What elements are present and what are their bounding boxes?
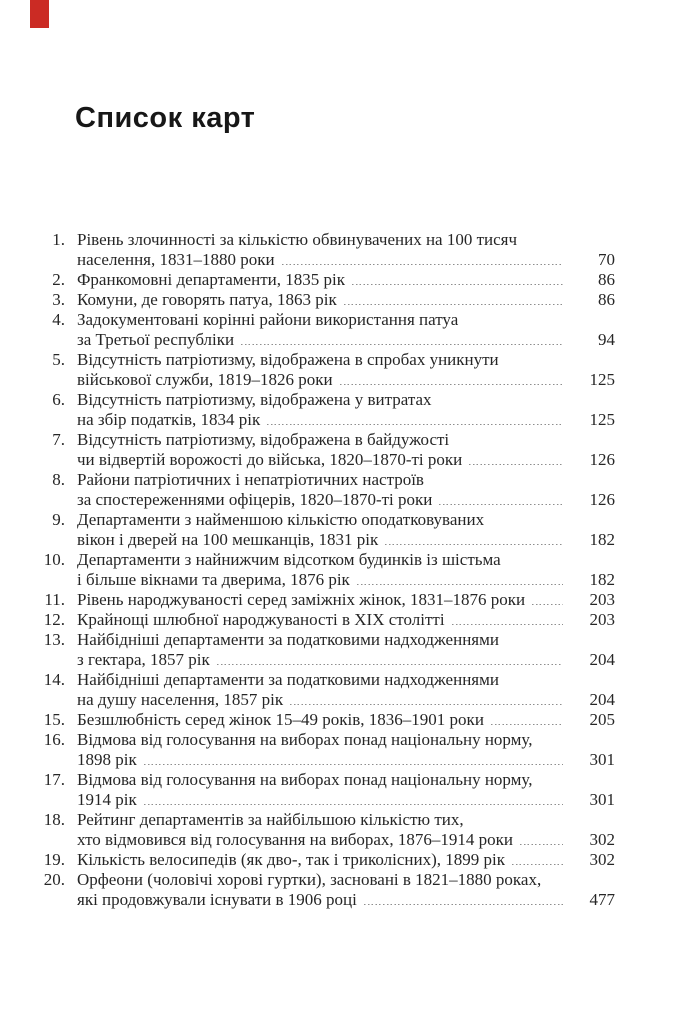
entry-line <box>77 350 615 370</box>
dot-leader <box>491 724 563 726</box>
dot-leader <box>452 624 563 626</box>
entry-number: 4. <box>52 310 65 329</box>
toc-entry <box>39 230 615 270</box>
entry-body <box>77 670 615 710</box>
entry-number: 9. <box>52 510 65 529</box>
toc-entry <box>39 630 615 670</box>
entry-text: і більше вікнами та дверима, 1876 рік <box>77 570 350 589</box>
entry-text: Рівень злочинності за кількістю обвинувачених на 100 тисяч <box>77 230 518 249</box>
dot-leader <box>532 604 563 606</box>
entry-text: Найбідніші департаменти за податковими надходженнями <box>77 630 499 649</box>
entry-text: на збір податків, 1834 рік <box>77 410 261 429</box>
entry-number: 11. <box>44 590 65 609</box>
page-title: Список карт <box>75 102 256 134</box>
entry-number: 7. <box>52 430 65 449</box>
page-number: 477 <box>589 890 615 909</box>
page-number: 70 <box>598 250 615 269</box>
entry-body <box>77 350 615 390</box>
entry-text: Відсутність патріотизму, відображена в спробах уникнути <box>77 350 499 369</box>
dot-leader <box>385 544 563 546</box>
page-number: 182 <box>589 570 615 589</box>
entry-line <box>77 670 615 690</box>
dot-leader <box>217 664 563 666</box>
page-number: 302 <box>589 830 615 849</box>
entry-text: Рейтинг департаментів за найбільшою кількістю тих, <box>77 810 464 829</box>
entry-line <box>77 890 615 910</box>
dot-leader <box>290 704 563 706</box>
entry-body <box>77 430 615 470</box>
page-number: 205 <box>589 710 615 729</box>
entry-text: за спостереженнями офіцерів, 1820–1870-ті роки <box>77 490 433 509</box>
page-number: 126 <box>589 450 615 469</box>
toc-entry <box>39 430 615 470</box>
entry-body <box>77 730 615 770</box>
dot-leader <box>340 384 563 386</box>
toc-entry <box>39 590 615 610</box>
entry-body <box>77 870 615 910</box>
entry-line <box>77 830 615 850</box>
page-number: 126 <box>589 490 615 509</box>
entry-body <box>77 810 615 850</box>
entry-number: 13. <box>43 630 65 649</box>
entry-body <box>77 230 615 270</box>
entry-text: Задокументовані корінні райони використання патуа <box>77 310 459 329</box>
entry-text: Райони патріотичних і непатріотичних настроїв <box>77 470 424 489</box>
entry-body <box>77 770 615 810</box>
entry-body <box>77 610 615 630</box>
entry-line <box>77 610 615 630</box>
toc-entry <box>39 550 615 590</box>
entry-line <box>77 570 615 590</box>
page-number: 301 <box>589 750 615 769</box>
dot-leader <box>512 864 563 866</box>
entry-number: 2. <box>52 270 65 289</box>
dot-leader <box>267 424 563 426</box>
entry-number: 14. <box>43 670 65 689</box>
entry-text: чи відвертій ворожості до війська, 1820–1870-ті роки <box>77 450 463 469</box>
toc-entry <box>39 310 615 350</box>
dot-leader <box>241 344 563 346</box>
entry-body <box>77 590 615 610</box>
page-number: 94 <box>598 330 615 349</box>
entry-number: 16. <box>43 730 65 749</box>
entry-number: 12. <box>43 610 65 629</box>
toc-entry <box>39 670 615 710</box>
dot-leader <box>469 464 563 466</box>
entry-text: хто відмовився від голосування на виборах, 1876–1914 роки <box>77 830 513 849</box>
toc-entry <box>39 870 615 910</box>
entry-line <box>77 710 615 730</box>
entry-number: 19. <box>43 850 65 869</box>
chapter-tab-marker <box>30 0 49 28</box>
toc-entry <box>39 770 615 810</box>
entry-line <box>77 690 615 710</box>
entry-line <box>77 530 615 550</box>
dot-leader <box>144 804 563 806</box>
entry-line <box>77 510 615 530</box>
entry-text: Департаменти з найменшою кількістю оподатковуваних <box>77 510 485 529</box>
entry-text: за Третьої республіки <box>77 330 235 349</box>
entry-text: населення, 1831–1880 роки <box>77 250 275 269</box>
entry-text: Безшлюбність серед жінок 15–49 років, 1836–1901 роки <box>77 710 484 729</box>
entry-text: на душу населення, 1857 рік <box>77 690 284 709</box>
entry-text: Департаменти з найнижчим відсотком будинків із шістьма <box>77 550 501 569</box>
entry-line <box>77 250 615 270</box>
entry-line <box>77 270 615 290</box>
dot-leader <box>344 304 563 306</box>
entry-number: 1. <box>52 230 65 249</box>
dot-leader <box>352 284 563 286</box>
entry-number: 6. <box>52 390 65 409</box>
entry-text: Відсутність патріотизму, відображена у витратах <box>77 390 432 409</box>
dot-leader <box>282 264 563 266</box>
entry-line <box>77 290 615 310</box>
entry-text: Орфеони (чоловічі хорові гуртки), засновані в 1821–1880 роках, <box>77 870 542 889</box>
page-number: 203 <box>589 590 615 609</box>
entry-text: Крайнощі шлюбної народжуваності в XIX столітті <box>77 610 445 629</box>
entry-text: Франкомовні департаменти, 1835 рік <box>77 270 345 289</box>
toc-entry <box>39 470 615 510</box>
entry-text: з гектара, 1857 рік <box>77 650 210 669</box>
entry-line <box>77 810 615 830</box>
entry-text: які продовжували існувати в 1906 році <box>77 890 357 909</box>
toc-entry <box>39 510 615 550</box>
entry-text: Відсутність патріотизму, відображена в байдужості <box>77 430 450 449</box>
entry-body <box>77 310 615 350</box>
entry-line <box>77 330 615 350</box>
entry-line <box>77 770 615 790</box>
toc-entry <box>39 810 615 850</box>
page-number: 301 <box>589 790 615 809</box>
dot-leader <box>364 904 563 906</box>
entry-body <box>77 550 615 590</box>
entry-number: 20. <box>43 870 65 889</box>
map-list <box>39 230 615 910</box>
entry-line <box>77 470 615 490</box>
entry-line <box>77 590 615 610</box>
entry-text: вікон і дверей на 100 мешканців, 1831 рік <box>77 530 379 549</box>
entry-body <box>77 510 615 550</box>
entry-line <box>77 750 615 770</box>
entry-text: Відмова від голосування на виборах понад національну норму, <box>77 730 533 749</box>
dot-leader <box>439 504 563 506</box>
entry-text: військової служби, 1819–1826 роки <box>77 370 333 389</box>
toc-entry <box>39 350 615 390</box>
entry-number: 17. <box>43 770 65 789</box>
entry-line <box>77 850 615 870</box>
entry-line <box>77 410 615 430</box>
entry-text: 1898 рік <box>77 750 137 769</box>
entry-line <box>77 650 615 670</box>
entry-text: Рівень народжуваності серед заміжніх жінок, 1831–1876 роки <box>77 590 526 609</box>
toc-entry <box>39 730 615 770</box>
toc-entry <box>39 390 615 430</box>
toc-entry <box>39 290 615 310</box>
entry-body <box>77 850 615 870</box>
entry-line <box>77 490 615 510</box>
entry-body <box>77 470 615 510</box>
entry-number: 8. <box>52 470 65 489</box>
entry-line <box>77 310 615 330</box>
page-number: 203 <box>589 610 615 629</box>
toc-entry <box>39 850 615 870</box>
entry-number: 5. <box>52 350 65 369</box>
entry-line <box>77 430 615 450</box>
page-number: 204 <box>589 690 615 709</box>
entry-line <box>77 630 615 650</box>
dot-leader <box>144 764 563 766</box>
entry-line <box>77 230 615 250</box>
entry-number: 10. <box>43 550 65 569</box>
entry-text: Кількість велосипедів (як дво-, так і триколісних), 1899 рік <box>77 850 505 869</box>
entry-text: 1914 рік <box>77 790 137 809</box>
toc-entry <box>39 270 615 290</box>
entry-body <box>77 270 615 290</box>
page-number: 125 <box>589 370 615 389</box>
entry-text: Комуни, де говорять патуа, 1863 рік <box>77 290 337 309</box>
entry-line <box>77 550 615 570</box>
entry-body <box>77 710 615 730</box>
entry-line <box>77 390 615 410</box>
page-number: 302 <box>589 850 615 869</box>
toc-entry <box>39 710 615 730</box>
page-number: 86 <box>598 270 615 289</box>
entry-line <box>77 870 615 890</box>
entry-body <box>77 390 615 430</box>
dot-leader <box>520 844 563 846</box>
toc-entry <box>39 610 615 630</box>
entry-line <box>77 450 615 470</box>
entry-text: Відмова від голосування на виборах понад національну норму, <box>77 770 533 789</box>
page-number: 125 <box>589 410 615 429</box>
page-number: 204 <box>589 650 615 669</box>
entry-text: Найбідніші департаменти за податковими надходженнями <box>77 670 499 689</box>
entry-body <box>77 630 615 670</box>
dot-leader <box>357 584 563 586</box>
entry-body <box>77 290 615 310</box>
entry-number: 18. <box>43 810 65 829</box>
entry-number: 3. <box>52 290 65 309</box>
entry-line <box>77 370 615 390</box>
page-number: 182 <box>589 530 615 549</box>
entry-line <box>77 730 615 750</box>
page-number: 86 <box>598 290 615 309</box>
entry-number: 15. <box>43 710 65 729</box>
entry-line <box>77 790 615 810</box>
